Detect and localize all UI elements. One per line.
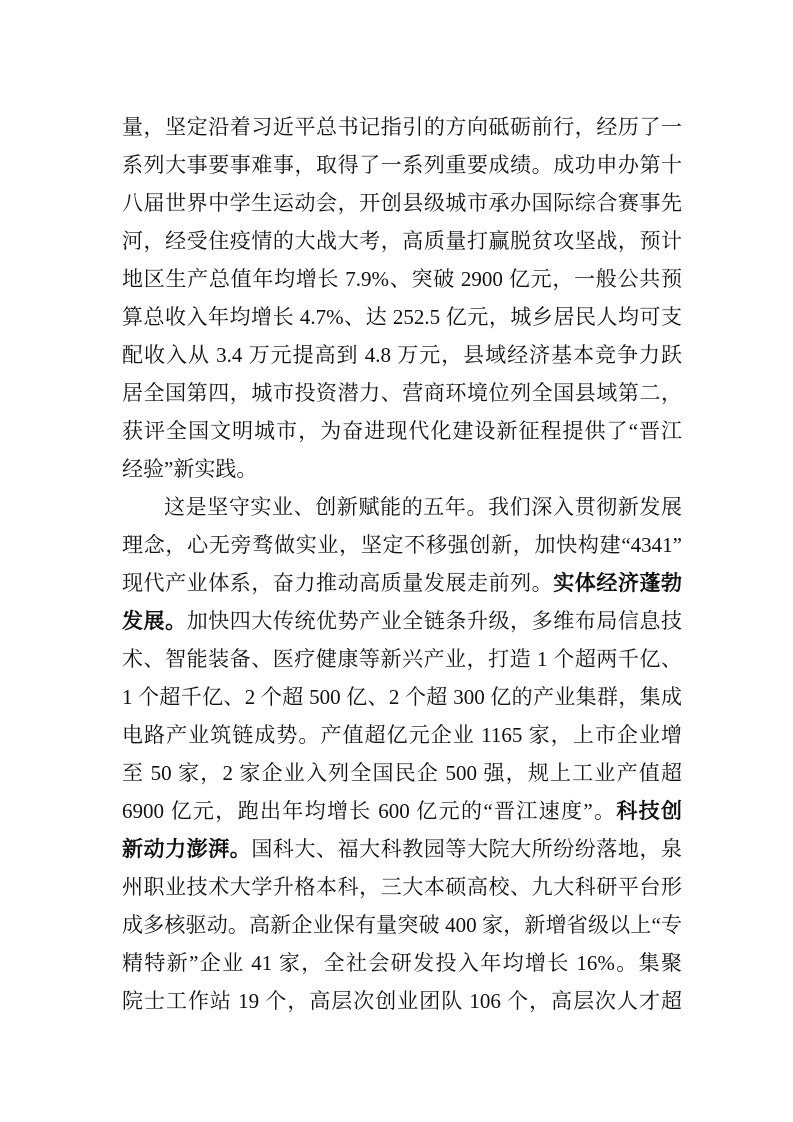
text-span: 国科大、福大科教园等大院大所纷纷落地，泉 — [251, 837, 683, 861]
text-line: 理念，心无旁骛做实业，坚定不移强创新，加快构建“4341” — [122, 533, 682, 557]
bold-heading: 新动力澎湃。 — [122, 837, 252, 861]
text-line — [122, 564, 682, 602]
text-line: 量，坚定沿着习近平总书记指引的方向砥砺前行，经历了一 — [122, 115, 682, 139]
text-line: 至 50 家，2 家企业入列全国民企 500 强，规上工业产值超 — [122, 761, 682, 785]
text-line: 算总收入年均增长 4.7%、达 252.5 亿元，城乡居民人均可支 — [122, 305, 682, 329]
text-span: 6900 亿元，跑出年均增长 600 亿元的“晋江速度”。 — [122, 799, 617, 823]
text-line: 河，经受住疫情的大战大考，高质量打赢脱贫攻坚战，预计 — [122, 229, 682, 253]
text-line: 州职业技术大学升格本科，三大本硕高校、九大科研平台形 — [122, 875, 682, 899]
text-line — [122, 602, 682, 640]
text-line: 1 个超千亿、2 个超 500 亿、2 个超 300 亿的产业集群，集成 — [122, 685, 682, 709]
text-line: 八届世界中学生运动会，开创县级城市承办国际综合赛事先 — [122, 191, 682, 215]
text-line — [122, 792, 682, 830]
bold-heading: 科技创 — [616, 799, 683, 823]
document-page — [122, 108, 682, 1020]
text-line: 居全国第四，城市投资潜力、营商环境位列全国县域第二， — [122, 381, 682, 405]
text-span: 现代产业体系，奋力推动高质量发展走前列。 — [122, 571, 554, 595]
text-line: 获评全国文明城市，为奋进现代化建设新征程提供了“晋江 — [122, 419, 682, 443]
bold-heading: 发展。 — [122, 609, 187, 633]
text-line: 院士工作站 19 个，高层次创业团队 106 个，高层次人才超 — [122, 989, 682, 1013]
text-line — [122, 830, 682, 868]
text-line: 成多核驱动。高新企业保有量突破 400 家，新增省级以上“专 — [122, 913, 682, 937]
paragraph-end-line: 经验”新实践。 — [122, 457, 258, 481]
bold-heading: 实体经济蓬勃 — [553, 571, 683, 595]
text-line: 精特新”企业 41 家，全社会研发投入年均增长 16%。集聚 — [122, 951, 682, 975]
text-line: 系列大事要事难事，取得了一系列重要成绩。成功申办第十 — [122, 153, 682, 177]
text-line: 电路产业筑链成势。产值超亿元企业 1165 家，上市企业增 — [122, 723, 682, 747]
text-line: 术、智能装备、医疗健康等新兴产业，打造 1 个超两千亿、 — [122, 647, 682, 671]
text-span: 加快四大传统优势产业全链条升级，多维布局信息技 — [186, 609, 683, 633]
text-line: 配收入从 3.4 万元提高到 4.8 万元，县域经济基本竞争力跃 — [122, 343, 682, 367]
text-line: 地区生产总值年均增长 7.9%、突破 2900 亿元，一般公共预 — [122, 267, 682, 291]
paragraph-start-line: 这是坚守实业、创新赋能的五年。我们深入贯彻新发展 — [164, 495, 682, 519]
